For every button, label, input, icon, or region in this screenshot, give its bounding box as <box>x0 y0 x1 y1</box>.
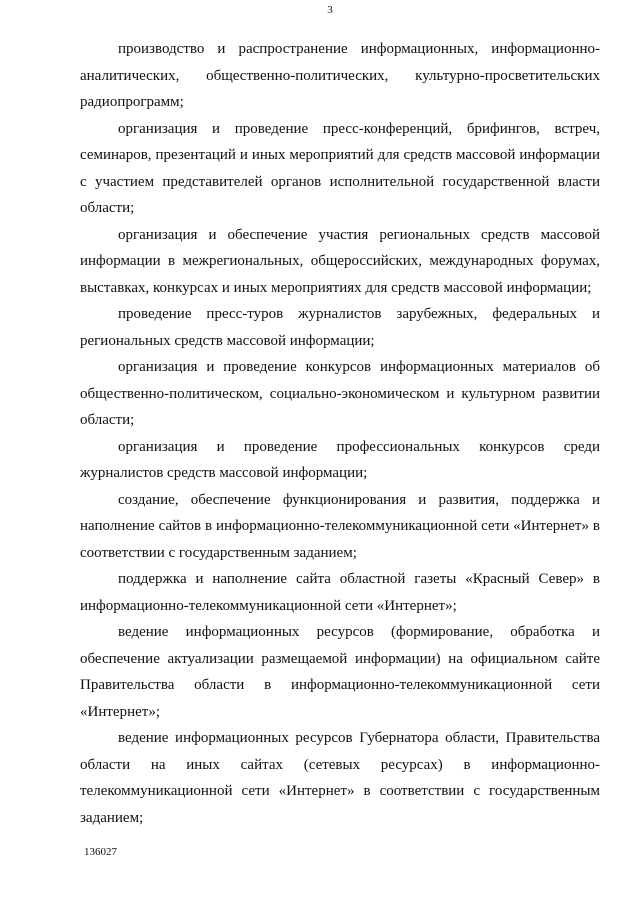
paragraph: поддержка и наполнение сайта областной газеты «Красный Север» в информационно-телекоммуникационной сети «Интернет»; <box>80 571 600 614</box>
document-body <box>80 36 600 831</box>
paragraph: проведение пресс-туров журналистов зарубежных, федеральных и региональных средств массовой информации; <box>80 306 600 349</box>
paragraph: производство и распространение информационных, информационно-аналитических, общественно-политических, культурно-просветительских радиопрограмм; <box>80 41 600 110</box>
page-number: 3 <box>327 4 333 16</box>
paragraph: организация и проведение конкурсов информационных материалов об общественно-политическом, социально-экономическом и культурном развитии области; <box>80 359 600 428</box>
paragraph: организация и проведение пресс-конференций, брифингов, встреч, семинаров, презентаций и иных мероприятий для средств массовой информации с участием представителей органов исполнительной государственной власти области; <box>80 120 600 216</box>
document-code: 136027 <box>84 846 117 858</box>
paragraph: ведение информационных ресурсов (формирование, обработка и обеспечение актуализации размещаемой информации) на официальном сайте Правительства области в информационно-телекоммуникационной сети «Интернет»; <box>80 624 600 720</box>
paragraph: создание, обеспечение функционирования и развития, поддержка и наполнение сайтов в информационно-телекоммуникационной сети «Интернет» в соответствии с государственным заданием; <box>80 491 600 561</box>
paragraph: организация и проведение профессиональных конкурсов среди журналистов средств массовой информации; <box>80 438 600 481</box>
paragraph: организация и обеспечение участия региональных средств массовой информации в межрегиональных, общероссийских, международных форумах, выставках, конкурсах и иных мероприятиях для средств массовой информации; <box>80 226 600 296</box>
paragraph: ведение информационных ресурсов Губернатора области, Правительства области на иных сайтах (сетевых ресурсах) в информационно-телекоммуникационной сети «Интернет» в соответствии с государственным заданием; <box>80 730 600 826</box>
